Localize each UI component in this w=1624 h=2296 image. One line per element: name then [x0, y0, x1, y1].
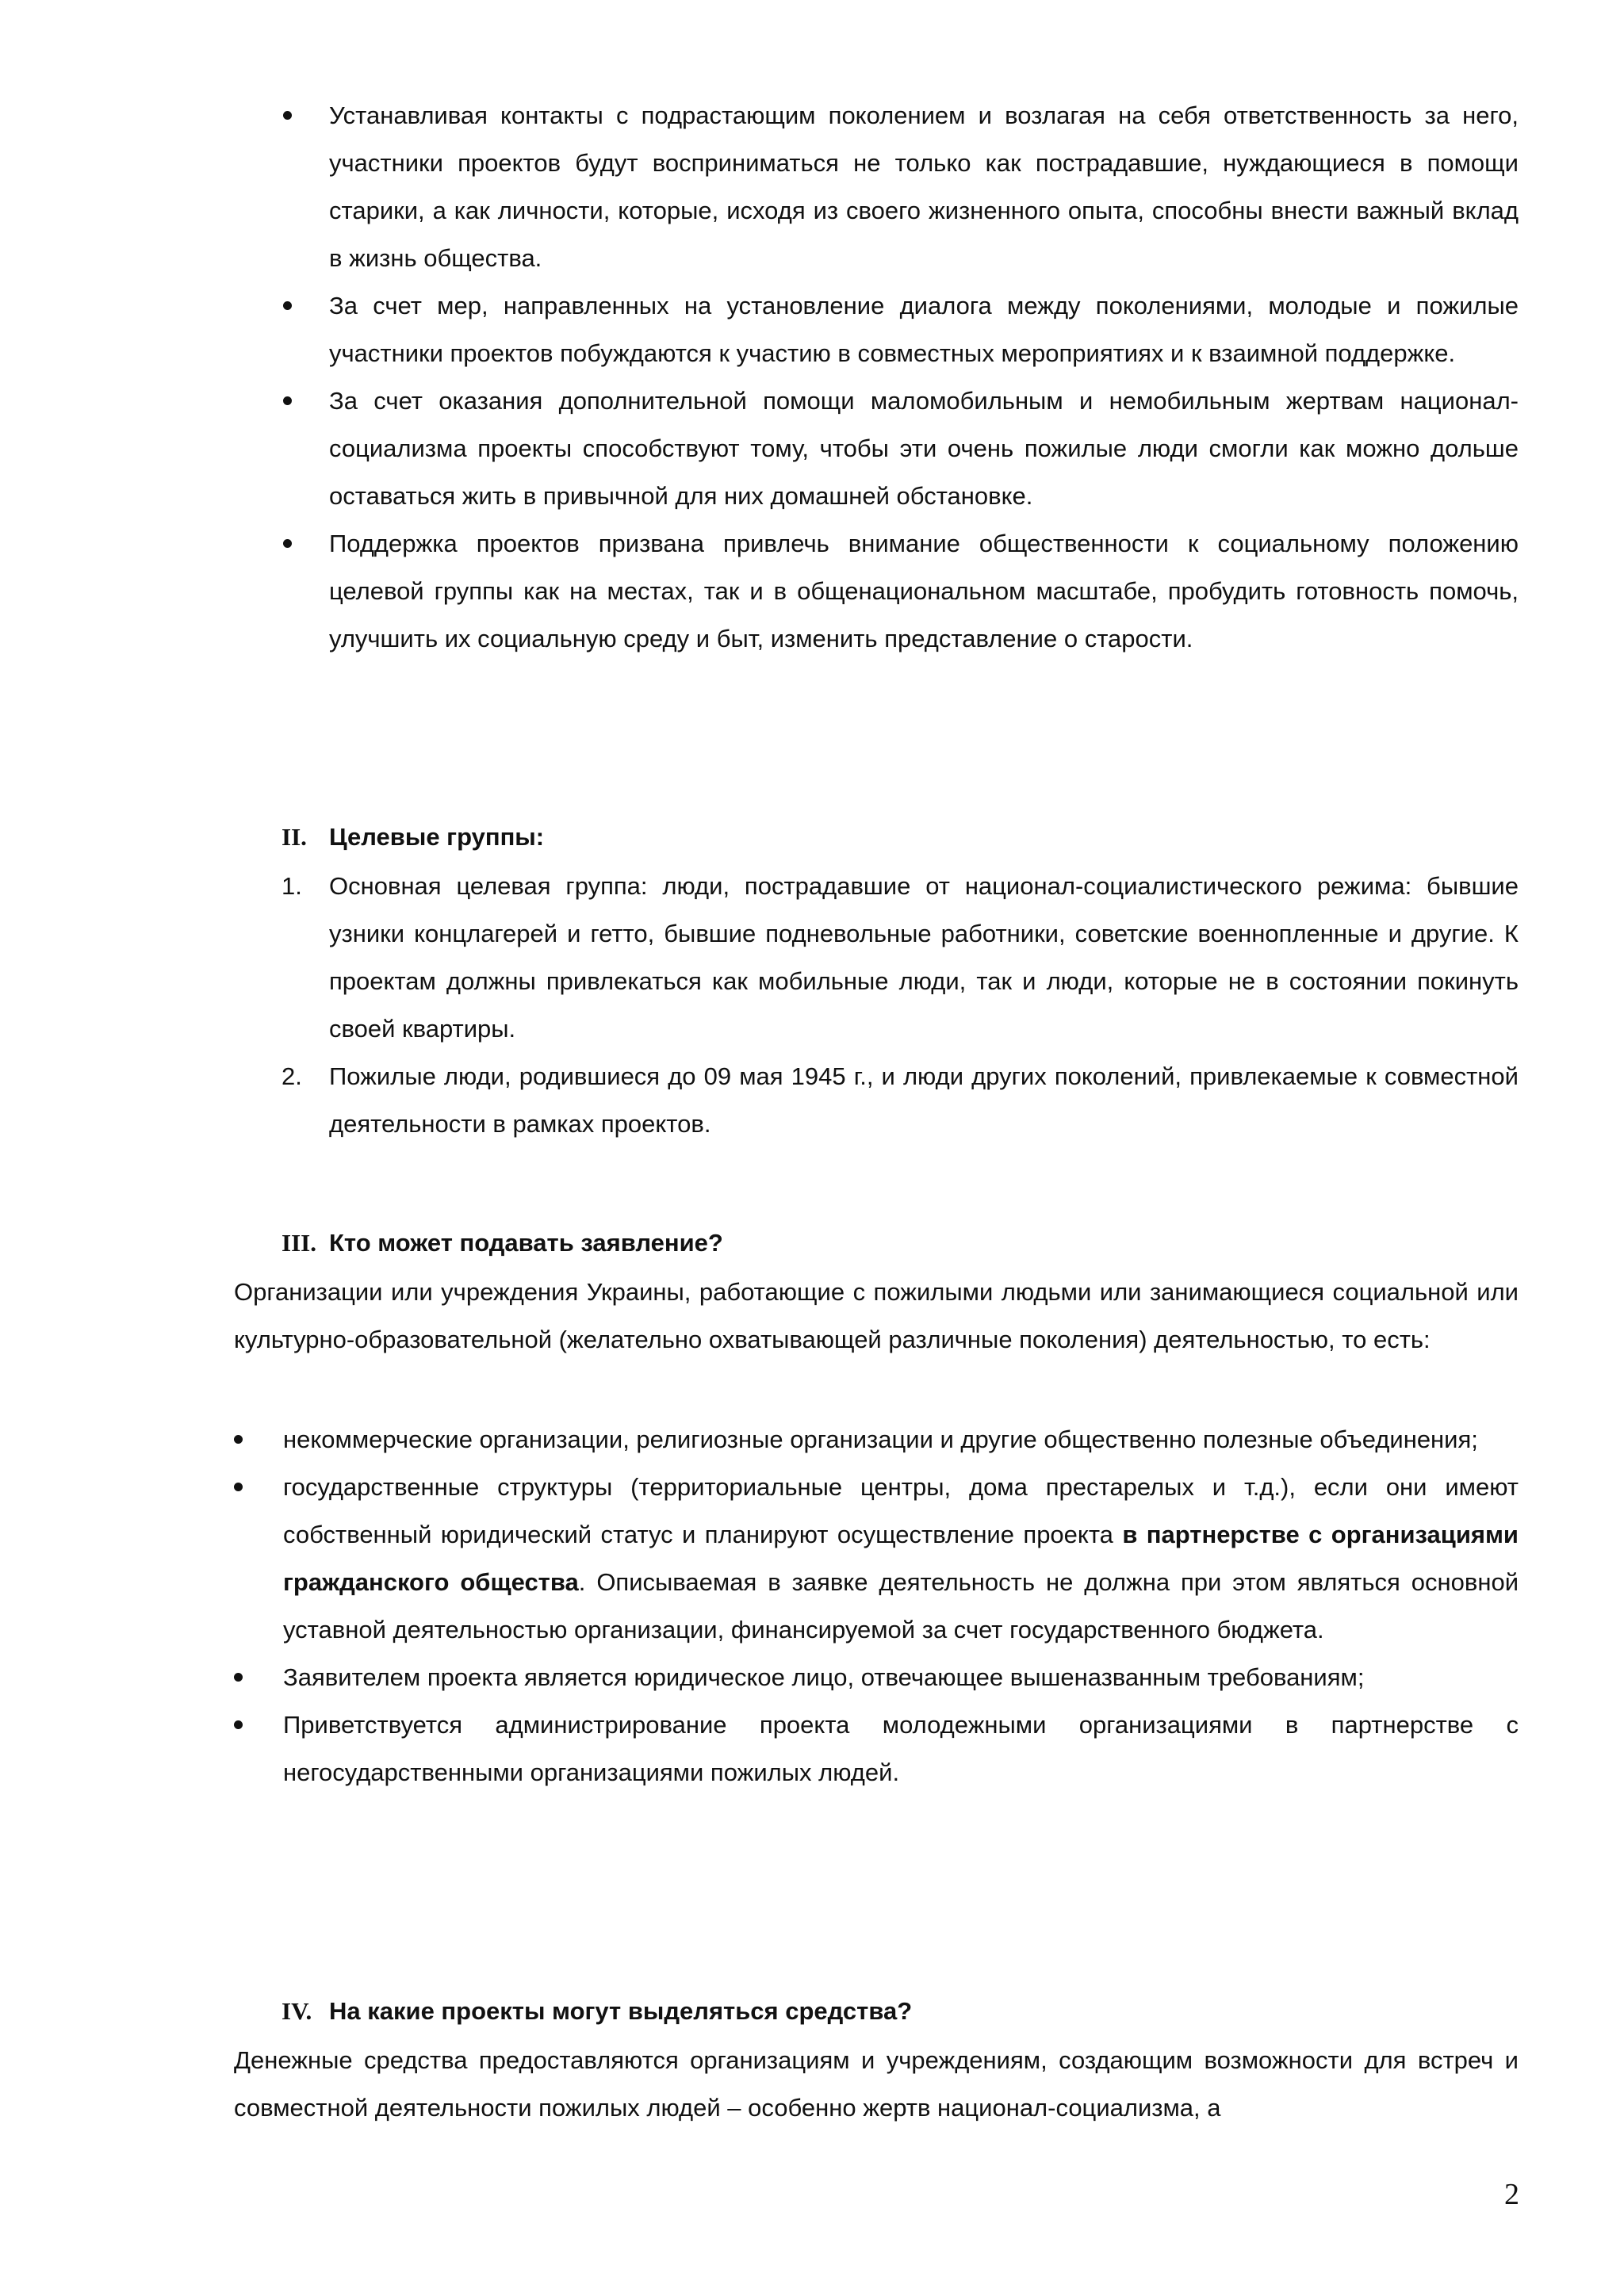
bold-text-run: в партнерстве с организациями гражданского общества [283, 1521, 1519, 1596]
list-item [234, 1464, 1519, 1654]
bullet-marker [283, 282, 307, 330]
list-item [234, 863, 1519, 1053]
list-item [234, 1654, 1519, 1701]
bullet-marker [234, 1701, 258, 1749]
list-item-text: За счет оказания дополнительной помощи маломобильным и немобильным жертвам национал-социализма проекты способствуют тому, чтобы эти очень пожилые люди смогли как можно дольше оставаться жить в привычной для них домашней обстановке. [329, 387, 1519, 510]
list-item [234, 1701, 1519, 1797]
bullet-marker [234, 1416, 258, 1464]
list-item [234, 92, 1519, 282]
list-item-text: Устанавливая контакты с подрастающим поколением и возлагая на себя ответственность за него, участники проектов будут восприниматься не только как пострадавшие, нуждающиеся в помощи старики, а как личности, которые, исходя из своего жизненного опыта, способны внести важный вклад в жизнь общества. [329, 101, 1519, 272]
applicants-bullet-list [234, 1416, 1519, 1797]
text-run: . Описываемая в заявке деятельность не должна при этом являться основной уставной деятельностью организации, финансируемой за счет государственного бюджета. [283, 1568, 1519, 1644]
section-heading-fundable-projects [282, 1988, 912, 2035]
apply-intro-paragraph: Организации или учреждения Украины, работающие с пожилыми людьми или занимающиеся социальной или культурно-образовательной (желательно охватывающей различные поколения) деятельностью, то есть: [234, 1278, 1519, 1353]
section-title: Кто может подавать заявление? [329, 1229, 723, 1257]
section-numeral: IV. [282, 1997, 312, 2025]
list-item-text: Приветствуется администрирование проекта молодежными организациями в партнерстве с негосударственными организациями пожилых людей. [283, 1711, 1519, 1786]
list-item-text: Пожилые люди, родившиеся до 09 мая 1945 г., и люди других поколений, привлекаемые к совместной деятельности в рамках проектов. [329, 1062, 1519, 1138]
bullet-marker [234, 1464, 258, 1511]
section-numeral: II. [282, 823, 307, 851]
section-title: На какие проекты могут выделяться средства? [329, 1997, 913, 2025]
list-item [234, 282, 1519, 377]
section-heading-who-can-apply [282, 1219, 723, 1267]
target-groups-list [234, 863, 1519, 1148]
list-item-text: За счет мер, направленных на установление диалога между поколениями, молодые и пожилые участники проектов побуждаются к участию в совместных мероприятиях и к взаимной поддержке. [329, 292, 1519, 367]
page-number: 2 [1504, 2178, 1519, 2211]
list-item [234, 520, 1519, 663]
funds-intro-paragraph: Денежные средства предоставляются организациям и учреждениям, создающим возможности для встреч и совместной деятельности пожилых людей – особенно жертв национал-социализма, а [234, 2046, 1519, 2122]
section-title: Целевые группы: [329, 823, 545, 851]
list-item [234, 377, 1519, 520]
list-number: 2. [282, 1062, 302, 1090]
text-run: государственные структуры (территориальные центры, дома престарелых и т.д.), если они имеют собственный юридический статус и планируют осуществление проекта [283, 1473, 1519, 1548]
bullet-marker [283, 377, 307, 425]
list-item-text: Поддержка проектов призвана привлечь внимание общественности к социальному положению целевой группы как на местах, так и в общенациональном масштабе, пробудить готовность помочь, улучшить их социальную среду и быт, изменить представление о старости. [329, 530, 1519, 652]
list-item [234, 1416, 1519, 1464]
list-item [234, 1053, 1519, 1148]
bullet-marker [234, 1654, 258, 1701]
section-heading-target-groups [282, 813, 544, 861]
goals-bullet-list [234, 92, 1519, 663]
list-item-text: Заявителем проекта является юридическое лицо, отвечающее вышеназванным требованиям; [283, 1663, 1365, 1691]
bullet-marker [283, 520, 307, 568]
list-item-text [283, 1464, 1519, 1654]
list-item-text: Основная целевая группа: люди, пострадавшие от национал-социалистического режима: бывшие узники концлагерей и гетто, бывшие подневольные работники, советские военнопленные и другие. К проектам должны привлекаться как мобильные люди, так и люди, которые не в состоянии покинуть своей квартиры. [329, 872, 1519, 1043]
section-numeral: III. [282, 1229, 316, 1257]
bullet-marker [283, 92, 307, 140]
list-item-text: некоммерческие организации, религиозные организации и другие общественно полезные объединения; [283, 1425, 1478, 1453]
list-number: 1. [282, 872, 302, 900]
